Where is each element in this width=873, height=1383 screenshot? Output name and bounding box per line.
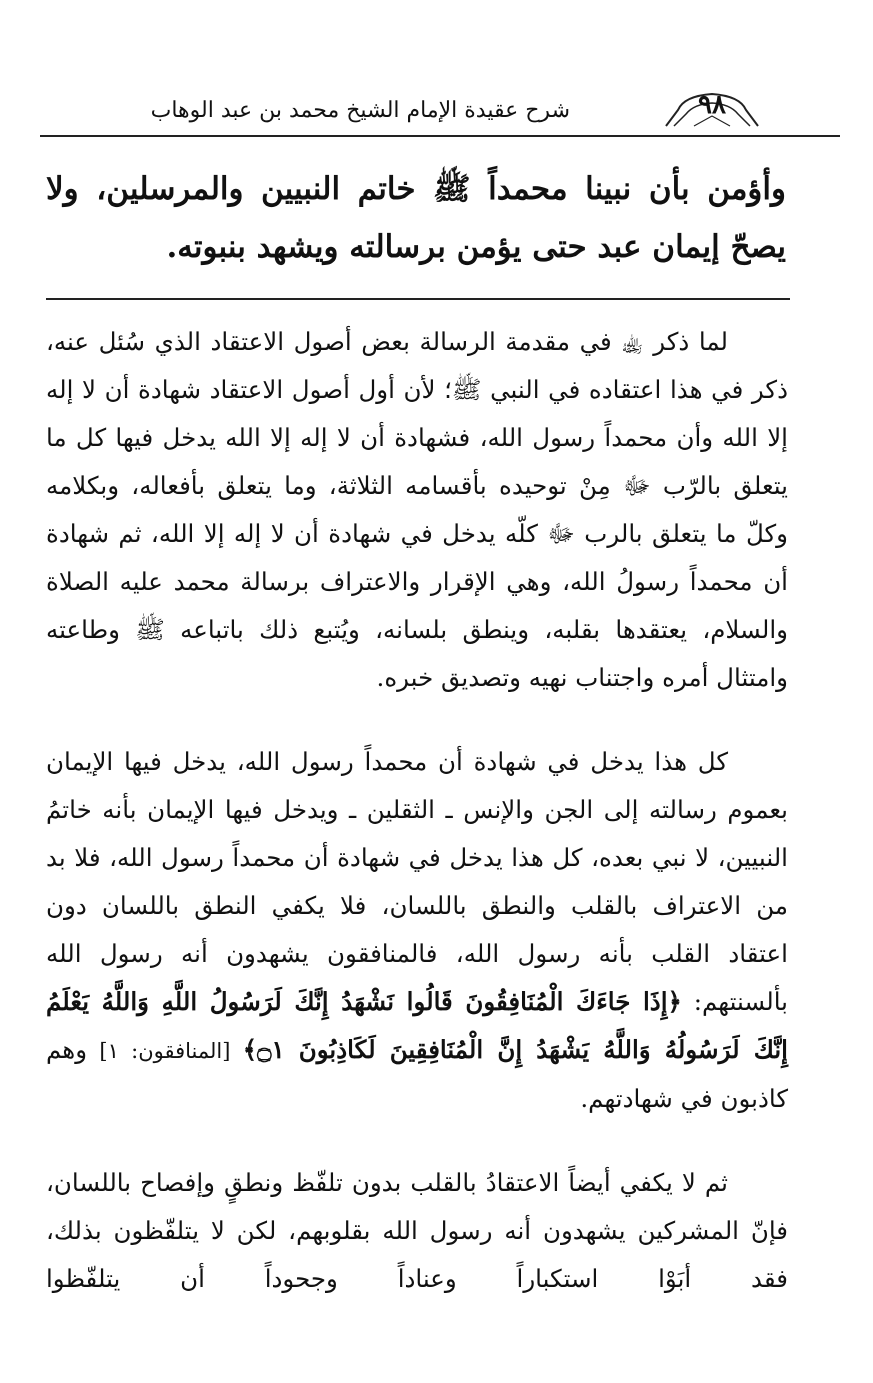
paragraph-2-intro: كل هذا يدخل في شهادة أن محمداً رسول الله، يدخل فيها الإيمان بعموم رسالته إلى الجن والإنس ـ الثقلين ـ ويدخل فيها الإيمان بأنه خاتمُ النبيين، لا نبي بعده، كل هذا يدخل في شهادة أن محمداً رسول الله، فلا بد من الاعتراف بالقلب والنطق باللسان، فلا يكفي النطق باللسان دون اعتقاد القلب بأنه رسول الله، فالمنافقون يشهدون أنه رسول الله بألسنتهم: (46, 747, 788, 1016)
section-divider (46, 298, 790, 300)
verse-reference: [المنافقون: ١] (87, 1039, 243, 1063)
commentary-body (46, 318, 788, 1303)
page-number-badge (664, 88, 760, 128)
header-divider (40, 135, 840, 137)
paragraph-3: ثم لا يكفي أيضاً الاعتقادُ بالقلب بدون تلفّظ ونطقٍ وإفصاح باللسان، فإنّ المشركين يشهدون أنه رسول الله بقلوبهم، لكن لا يتلفّظون بذلك، فقد أبَوْا استكباراً وعناداً وجحوداً أن يتلفّظوا (46, 1168, 788, 1293)
paragraph-2 (46, 738, 788, 1123)
page-number: ٩٨ (698, 90, 726, 120)
quran-verse: ﴿إِذَا جَاءَكَ الْمُنَافِقُونَ قَالُوا نَشْهَدُ إِنَّكَ لَرَسُولُ اللَّهِ وَاللَّهُ يَعْلَمُ إِنَّكَ لَرَسُولُهُ وَاللَّهُ يَشْهَدُ إِنَّ الْمُنَافِقِينَ لَكَاذِبُونَ ۝١﴾ (46, 987, 788, 1064)
book-title: شرح عقيدة الإمام الشيخ محمد بن عبد الوهاب (150, 98, 570, 123)
matn-text: وأؤمن بأن نبينا محمداً ﷺ خاتم النبيين والمرسلين، ولا يصحّ إيمان عبد حتى يؤمن برسالته ويشهد بنبوته. (46, 171, 786, 265)
paragraph-2-conclusion: وهم كاذبون في شهادتهم. (46, 1035, 788, 1113)
paragraph-1: لما ذكر ﵀ في مقدمة الرسالة بعض أصول الاعتقاد الذي سُئل عنه، ذكر في هذا اعتقاده في النبي ﷺ؛ لأن أول أصول الاعتقاد شهادة أن لا إله إلا الله وأن محمداً رسول الله، فشهادة أن لا إله إلا الله يدخل فيها كل ما يتعلق بالرّب ﷻ مِنْ توحيده بأقسامه الثلاثة، وما يتعلق بأفعاله، وبكلامه وكلّ ما يتعلق بالرب ﷻ كلّه يدخل في شهادة أن لا إله إلا الله، ثم شهادة أن محمداً رسولُ الله، وهي الإقرار والاعتراف برسالة محمد عليه الصلاة والسلام، يعتقدها بقلبه، وينطق بلسانه، ويُتبع ذلك باتباعه ﷺ وطاعته وامتثال أمره واجتناب نهيه وتصديق خبره. (46, 327, 788, 692)
running-header (40, 86, 840, 138)
